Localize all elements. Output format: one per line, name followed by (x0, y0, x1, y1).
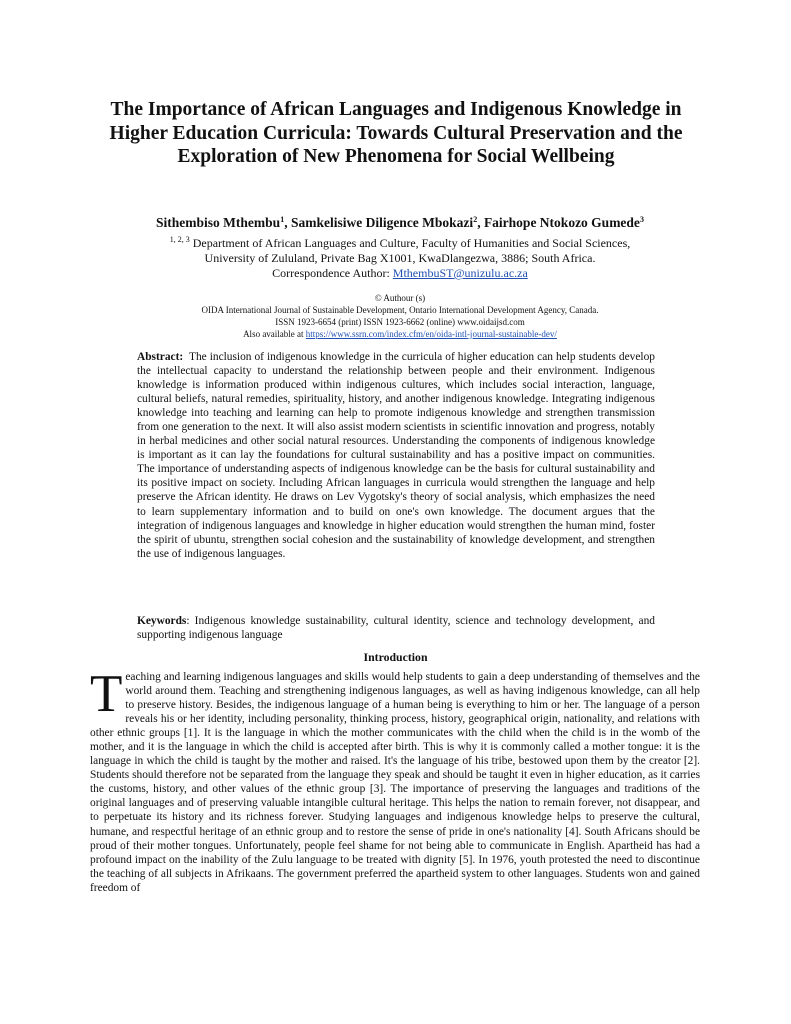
author-separator: , (477, 215, 484, 230)
author-affiliation-marker: 1 (280, 215, 285, 224)
availability-line (60, 328, 740, 340)
keywords-text: : Indigenous knowledge sustainability, cultural identity, science and technology development, and supporting indigenous language (137, 615, 655, 642)
correspondence-line (60, 266, 740, 281)
correspondence-label: Correspondence Author: (272, 266, 393, 280)
drop-cap: T (90, 665, 123, 723)
keywords-paragraph (137, 614, 655, 642)
affiliation-address: University of Zululand, Private Bag X1001, KwaDlangezwa, 3886; South Africa. (204, 251, 596, 265)
section-heading-introduction: Introduction (363, 650, 428, 664)
abstract-text: The inclusion of indigenous knowledge in the curricula of higher education can help students develop the intellectual capacity to understand the relationship between people and their environment. Indigenous knowledge is information produced within indigenous cultures, which includes social interaction, language, cultural beliefs, natural remedies, spirituality, history, and another indigenous knowledge. Integrating indigenous knowledge into teaching and learning can help to promote indigenous knowledge and strengthen transmission from one generation to the next. It will also assist modern scientists in scientific innovation and progress, notably in herbal medicines and other social natural resources. Understanding the components of indigenous knowledge is important as it can lay the foundations for cultural sustainability and has a positive impact on communities. The importance of understanding aspects of indigenous knowledge can be the basis for cultural sustainability and its positive impact on society. Including African languages in curricula would strengthen the language and help preserve the African identity. He draws on Lev Vygotsky's theory of social analysis, which emphasizes the need to learn supplementary information and to build on one's own knowledge. The document argues that the integration of indigenous languages and knowledge in higher education would strengthen the human mind, foster the spirit of ubuntu, strengthen social cohesion and the sustainability of knowledge development, and strengthen the use of indigenous languages. (137, 351, 655, 560)
author-name: Fairhope Ntokozo Gumede (483, 215, 640, 230)
affiliation-block (60, 232, 740, 281)
author-affiliation-marker: 2 (473, 215, 478, 224)
correspondence-email-link[interactable]: MthembuST@unizulu.ac.za (392, 266, 528, 280)
journal-name: OIDA International Journal of Sustainable Development, Ontario International Development Agency, Canada. (201, 305, 599, 315)
ssrn-link[interactable]: https://www.ssrn.com/index.cfm/en/oida-intl-journal-sustainable-dev/ (305, 329, 557, 339)
availability-label: Also available at (243, 329, 306, 339)
affiliation-department: Department of African Languages and Culture, Faculty of Humanities and Social Sciences, (192, 236, 631, 250)
copyright-notice: © Authour (s) (374, 293, 426, 303)
issn-line: ISSN 1923-6654 (print) ISSN 1923-6662 (online) www.oidaijsd.com (275, 317, 525, 327)
introduction-text: eaching and learning indigenous languages and skills would help students to gain a deep understanding of themselves and the world around them. Teaching and strengthening indigenous languages, as well as having indigenous knowledge, can all help to preserve history. Besides, the indigenous language of a human being is everything to him or her. The language of a person reveals his or her identity, including personality, thinking process, history, geographical origin, nationality, and relations with other ethnic groups [1]. It is the language in which the mother communicates with the child when the child is in the womb of the mother, and it is the language in which the child is accepted after birth. This is why it is commonly called a mother tongue: it is the language in which the child is taught by the mother and raised. It's the language of his tribe, bestowed upon them by the creator [2]. Students should therefore not be separated from the language they speak and should be taught it even in higher education, as it carries the customs, history, and other values of the ethnic group [3]. The importance of preserving the languages and traditions of the original languages and of preserving valuable intangible cultural heritage. This helps the nation to remain forever, not disappear, and to perpetuate its history and its richness forever. Studying languages and indigenous knowledge helps to preserve the cultural, humane, and respectful heritage of an ethnic group and to restore the sense of pride in one's nationality [4]. South Africans should be proud of their mother tongues. Unfortunately, people feel shame for not being able to communicate in English. Apartheid has had a profound impact on the inability of the Zulu language to be treated with dignity [5]. In 1976, youth protested the need to discontinue the teaching of all subjects in Afrikaans. The government preferred the apartheid system to other languages. Students won and gained freedom of (90, 671, 700, 894)
affiliation-line (60, 232, 740, 251)
author-separator: , (284, 215, 291, 230)
keywords-label: Keywords (137, 615, 187, 627)
abstract-paragraph (137, 350, 655, 561)
abstract-label: Abstract: (137, 351, 184, 363)
author-name: Samkelisiwe Diligence Mbokazi (290, 215, 474, 230)
author-affiliation-marker: 3 (639, 215, 644, 224)
introduction-paragraph (90, 665, 700, 895)
paper-title: The Importance of African Languages and Indigenous Knowledge in Higher Education Curricula: Towards Cultural Preservation and the Exploration of New Phenomena for Social Wellbeing (109, 99, 683, 167)
affiliation-marker: 1, 2, 3 (169, 235, 190, 244)
author-name: Sithembiso Mthembu (156, 215, 281, 230)
publication-info (60, 292, 740, 340)
author-list (60, 211, 740, 231)
